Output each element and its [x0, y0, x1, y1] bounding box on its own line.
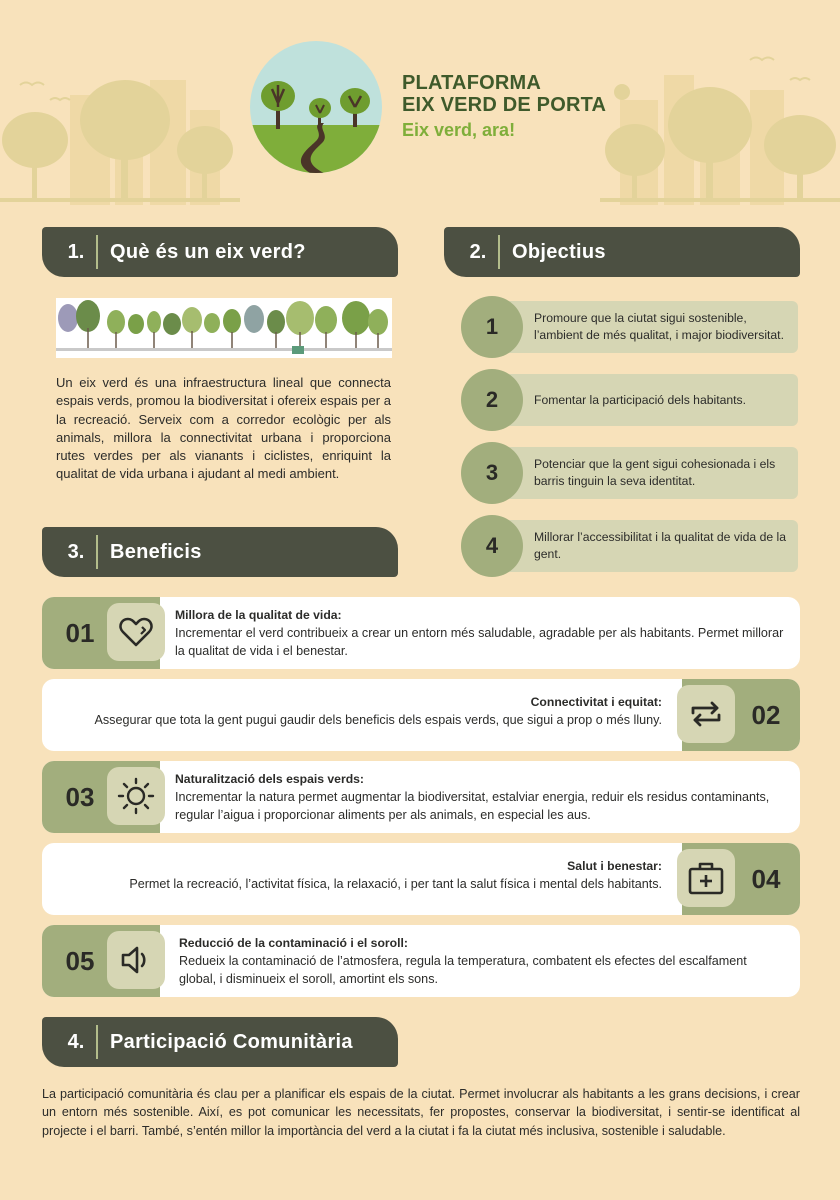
section-4-title: Participació Comunitària — [110, 1030, 353, 1053]
objective-1-text: Promoure que la ciutat sigui sostenible, l’ambient de més qualitat, i major biodiversitat. — [504, 301, 798, 353]
benefit-number: 01 — [65, 617, 95, 648]
decorative-trees-right — [600, 40, 840, 205]
benefit-description: Assegurar que tota la gent pugui gaudir dels beneficis dels espais verds, que sigui a prop o més lluny. — [94, 713, 662, 727]
speaker-icon — [107, 931, 165, 989]
benefit-number: 04 — [751, 863, 781, 894]
benefit-description: Permet la recreació, l’activitat física, la relaxació, i per tant la salut física i mental dels habitants. — [129, 877, 662, 891]
benefit-title: Connectivitat i equitat: — [530, 695, 662, 709]
section-4-body: La participació comunitària és clau per a planificar els espais de la ciutat. Permet involucrar als habitants a les grans decisions, i crear un entorn més sostenible. Així, es pot comunicar les necessitats, fer propostes, conservar la biodiversitat, i sentir-se identificat al projecte i el barri. També, s’entén millor la importància del verd a la ciutat i fa la ciutat més inclusiva, sostenible i saludable. — [42, 1087, 800, 1138]
brand-line-1: PLATAFORMA — [402, 72, 542, 94]
objective-4-text: Millorar l’accessibilitat i la qualitat de vida de la gent. — [504, 520, 798, 572]
benefit-content — [179, 934, 784, 988]
heart-icon — [107, 603, 165, 661]
benefit-title: Naturalització dels espais verds: — [175, 772, 364, 786]
sun-icon — [107, 767, 165, 825]
objective-3-number: 3 — [461, 442, 523, 504]
section-1-body: Un eix verd és una infraestructura lineal que connecta espais verds, promou la biodiversitat i ofereix espais per a la recreació. Serveix com a corredor ecològic per als animals, millora la connectivitat urbana i proporciona rutes verdes per als vianants i ciclistes, enriquint la qualitat de vida urbana i ajudant al medi ambient. — [56, 375, 391, 482]
benefit-number: 05 — [65, 945, 95, 976]
benefit-card-01 — [42, 597, 800, 669]
section-4-number: 4. — [67, 1030, 85, 1053]
benefit-number: 03 — [65, 781, 95, 812]
section-3-title: Beneficis — [110, 540, 202, 563]
objective-2-number: 2 — [461, 369, 523, 431]
section-1-number: 1. — [67, 240, 85, 263]
benefit-description: Incrementar la natura permet augmentar la biodiversitat, estalviar energia, reduir els residus contaminants, regular l’aigua i proporcionar aliments per als animals, en especial les aus. — [175, 790, 770, 822]
section-2-header — [444, 227, 800, 277]
benefit-description: Incrementar el verd contribueix a crear un entorn més saludable, agradable per als habitants. Permet millorar la qualitat de vida i el benestar. — [175, 626, 784, 658]
divider — [96, 1025, 98, 1059]
benefit-title: Reducció de la contaminació i el soroll: — [179, 936, 408, 950]
green-axis-panorama-image — [56, 298, 392, 358]
divider — [96, 535, 98, 569]
benefit-description: Redueix la contaminació de l’atmosfera, regula la temperatura, combatent els efectes del escalfament global, i disminueix el soroll, amortint els sons. — [179, 954, 747, 986]
benefit-content — [175, 770, 784, 824]
decorative-trees-left — [0, 40, 240, 205]
benefit-content — [58, 693, 662, 729]
section-2-title: Objectius — [512, 240, 606, 263]
logo — [250, 41, 382, 173]
first-aid-kit-icon — [677, 849, 735, 907]
divider — [498, 235, 500, 269]
brand-slogan: Eix verd, ara! — [402, 120, 516, 140]
benefit-card-02 — [42, 679, 800, 751]
objective-1-number: 1 — [461, 296, 523, 358]
objective-3-text: Potenciar que la gent sigui cohesionada i els barris tinguin la seva identitat. — [504, 447, 798, 499]
brand-line-2: EIX VERD DE PORTA — [402, 94, 607, 116]
objective-4-number: 4 — [461, 515, 523, 577]
benefit-content — [58, 857, 662, 893]
brand — [402, 72, 606, 142]
objective-2-text: Fomentar la participació dels habitants. — [504, 374, 798, 426]
benefit-title: Millora de la qualitat de vida: — [175, 608, 342, 622]
section-3-header — [42, 527, 398, 577]
section-3-number: 3. — [67, 540, 85, 563]
section-1-header — [42, 227, 398, 277]
benefit-card-04 — [42, 843, 800, 915]
repeat-icon — [677, 685, 735, 743]
section-4-header — [42, 1017, 398, 1067]
benefit-title: Salut i benestar: — [567, 859, 662, 873]
benefit-number: 02 — [751, 699, 781, 730]
benefit-card-05 — [42, 925, 800, 997]
section-1-title: Què és un eix verd? — [110, 240, 306, 263]
benefit-card-03 — [42, 761, 800, 833]
section-2-number: 2. — [469, 240, 487, 263]
benefit-content — [175, 606, 784, 660]
divider — [96, 235, 98, 269]
